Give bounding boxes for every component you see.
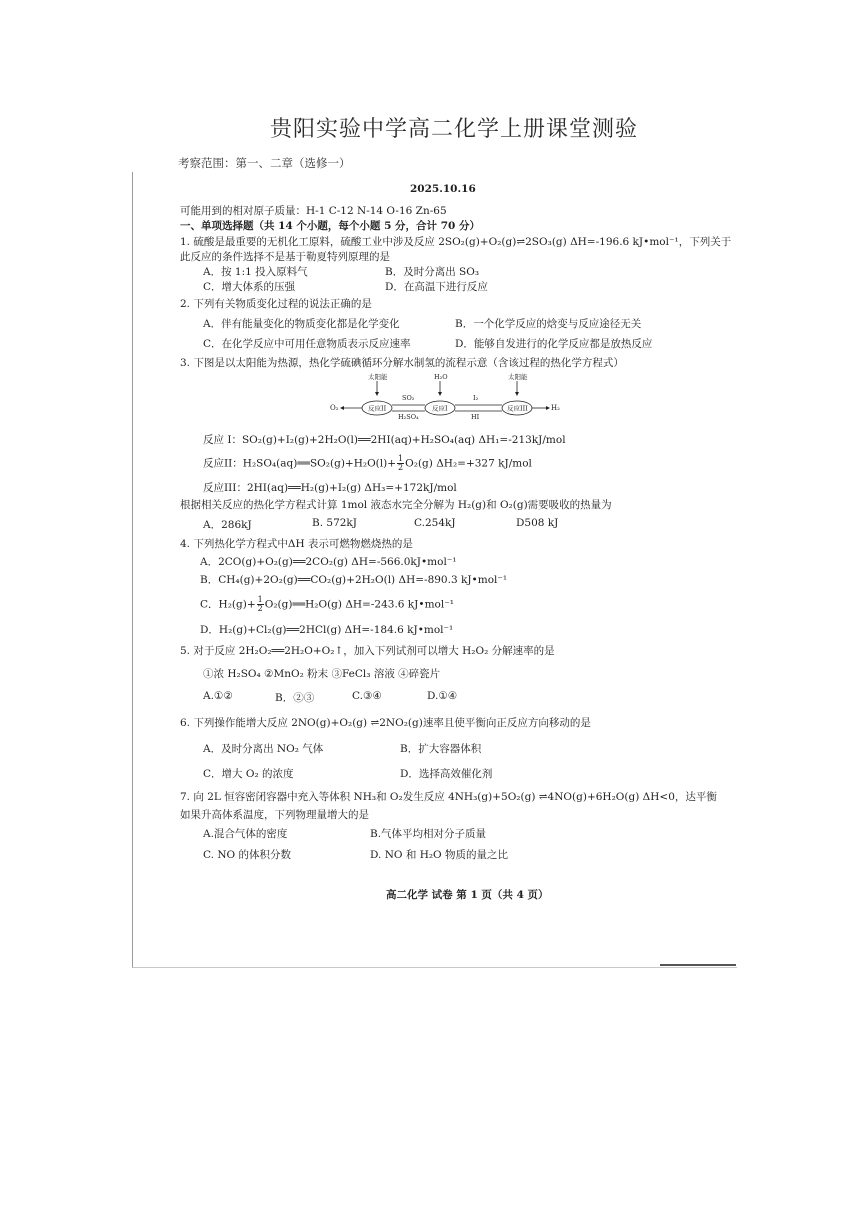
q4-option-b: B．CH₄(g)+2O₂(g)══CO₂(g)+2H₂O(l) ΔH=-890.3 kJ•mol⁻¹ [200, 574, 508, 586]
q4-stem: 4. 下列热化学方程式中ΔH 表示可燃物燃烧热的是 [180, 538, 413, 550]
q1-option-d: D．在高温下进行反应 [385, 281, 488, 293]
q7-option-c: C. NO 的体积分数 [203, 849, 291, 861]
q3-question: 根据相关反应的热化学方程式计算 1mol 液态水完全分解为 H₂(g)和 O₂(g)需要吸收的热量为 [180, 499, 612, 511]
solar-label-right: 太阳能 [508, 373, 528, 381]
exam-date: 2025.10.16 [410, 183, 476, 195]
q7-option-a: A.混合气体的密度 [203, 828, 288, 840]
q3-reaction-3: 反应III：2HI(aq)══H₂(g)+I₂(g) ΔH₃=+172kJ/mol [203, 482, 457, 494]
q2-stem: 2. 下列有关物质变化过程的说法正确的是 [180, 298, 372, 310]
q5-option-d: D.①④ [427, 690, 458, 702]
reaction-1-label: 反应I [432, 404, 448, 413]
q2-option-c: C．在化学反应中可用任意物质表示反应速率 [203, 338, 411, 350]
q1-option-a: A．按 1:1 投入原料气 [203, 266, 308, 278]
q1-option-c: C．增大体系的压强 [203, 281, 296, 293]
q5-option-c: C.③④ [352, 690, 382, 702]
q2-option-d: D．能够自发进行的化学反应都是放热反应 [455, 338, 653, 350]
section-heading: 一、单项选择题（共 14 个小题，每个小题 5 分，合计 70 分） [180, 220, 480, 232]
q3-reaction-1: 反应 I：SO₂(g)+I₂(g)+2H₂O(l)══2HI(aq)+H₂SO₄(aq) ΔH₁=-213kJ/mol [203, 434, 566, 446]
q7-option-b: B.气体平均相对分子质量 [370, 828, 487, 840]
q2-option-a: A．伴有能量变化的物质变化都是化学变化 [203, 318, 400, 330]
q4-option-a: A．2CO(g)+O₂(g)══2CO₂(g) ΔH=-566.0kJ•mol⁻¹ [200, 556, 457, 568]
o2-output-label: O₂ [330, 404, 339, 412]
h2-output-label: H₂ [551, 404, 560, 412]
q6-option-b: B．扩大容器体积 [400, 743, 482, 755]
exam-scope: 考察范围：第一、二章（选修一） [178, 156, 351, 170]
q4-option-d: D．H₂(g)+Cl₂(g)══2HCl(g) ΔH=-184.6 kJ•mol⁻¹ [200, 624, 454, 636]
fraction-half: $\frac{1}{2}$ [257, 595, 263, 613]
q5-option-a: A.①② [203, 690, 233, 702]
q4-option-c: C．H₂(g)+ $\frac{1}{2}$ O₂(g)══H₂O(g) ΔH=-243.6 kJ•mol⁻¹ [200, 595, 454, 613]
q3-reaction-2: 反应II：H₂SO₄(aq)══SO₂(g)+H₂O(l)+ $\frac{1}{2}$ O₂(g) ΔH₂=+327 kJ/mol [203, 454, 532, 472]
q3-option-d: D508 kJ [516, 517, 559, 529]
sheet-edge-mark [660, 964, 736, 966]
solar-label-left: 太阳能 [368, 373, 388, 381]
reaction-2-label: 反应II [368, 404, 387, 413]
q2-option-b: B．一个化学反应的焓变与反应途径无关 [455, 318, 642, 330]
h2so4-label: H₂SO₄ [398, 413, 419, 420]
q5-reagents: ①浓 H₂SO₄ ②MnO₂ 粉末 ③FeCl₃ 溶液 ④碎瓷片 [203, 668, 441, 680]
q6-option-a: A．及时分离出 NO₂ 气体 [203, 743, 324, 755]
q7-stem-2: 如果升高体系温度，下列物理量增大的是 [180, 809, 369, 821]
page-title: 贵阳实验中学高二化学上册课堂测验 [269, 117, 638, 142]
q5-option-b: B．②③ [275, 692, 315, 704]
h2o-label: H₂O [434, 373, 448, 381]
q7-option-d: D. NO 和 H₂O 物质的量之比 [370, 849, 509, 861]
q6-option-d: D．选择高效催化剂 [400, 768, 493, 780]
q6-option-c: C．增大 O₂ 的浓度 [203, 768, 294, 780]
so2-label: SO₂ [402, 394, 415, 402]
q3-stem: 3. 下图是以太阳能为热源，热化学硫碘循环分解水制氢的流程示意（含该过程的热化学方程式） [180, 357, 624, 369]
atomic-masses: 可能用到的相对原子质量：H-1 C-12 N-14 O-16 Zn-65 [180, 205, 447, 217]
q3-option-c: C.254kJ [414, 517, 456, 529]
q3-option-b: B. 572kJ [312, 517, 358, 529]
q5-stem: 5. 对于反应 2H₂O₂══2H₂O+O₂↑，加入下列试剂可以增大 H₂O₂ 分解速率的是 [180, 645, 555, 657]
fraction-half: $\frac{1}{2}$ [398, 454, 404, 472]
q1-stem-2: 此反应的条件选择不是基于勒夏特列原理的是 [180, 251, 390, 263]
q7-stem: 7. 向 2L 恒容密闭容器中充入等体积 NH₃和 O₂发生反应 4NH₃(g)+5O₂(g) ⇌4NO(g)+6H₂O(g) ΔH<0，达平衡 [180, 791, 717, 803]
q3-option-a: A．286kJ [203, 519, 252, 531]
q1-option-b: B．及时分离出 SO₃ [385, 266, 480, 278]
q1-stem: 1. 硫酸是最重要的无机化工原料，硫酸工业中涉及反应 2SO₂(g)+O₂(g)⇌2SO₃(g) ΔH=-196.6 kJ•mol⁻¹，下列关于 [180, 236, 732, 248]
reaction-3-label: 反应III [507, 404, 528, 413]
page-footer: 高二化学 试卷 第 1 页（共 4 页） [386, 889, 549, 901]
hi-label: HI [471, 413, 480, 420]
sulfur-iodine-cycle-diagram [330, 370, 560, 420]
q6-stem: 6. 下列操作能增大反应 2NO(g)+O₂(g) ⇌2NO₂(g)速率且使平衡向正反应方向移动的是 [180, 717, 591, 729]
i2-label: I₂ [473, 394, 479, 402]
